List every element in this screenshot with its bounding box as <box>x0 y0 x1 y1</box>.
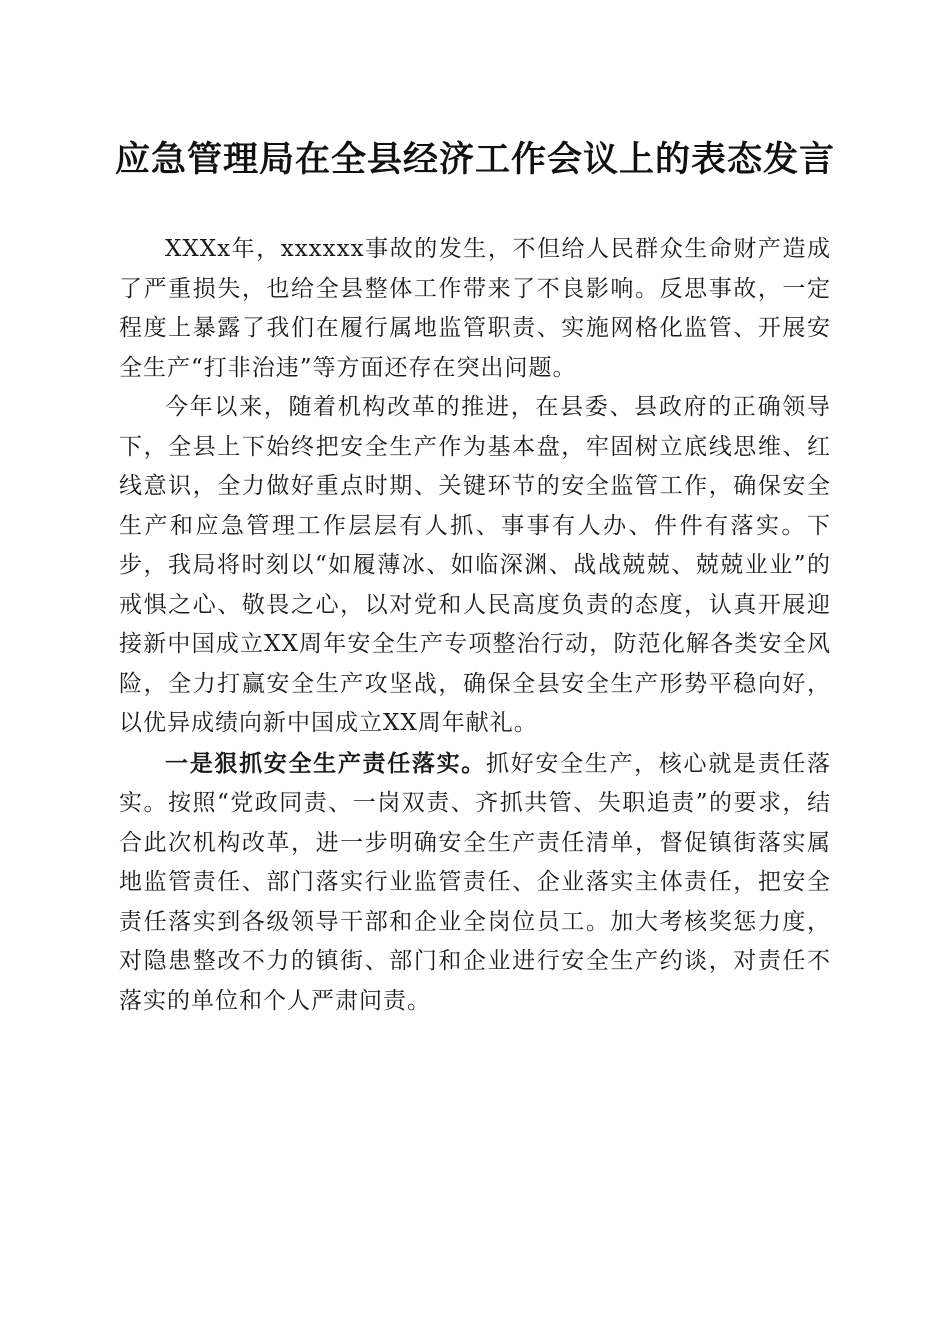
paragraph-2-text: 今年以来，随着机构改革的推进，在县委、县政府的正确领导下，全县上下始终把安全生产作为基本盘，牢固树立底线思维、红线意识，全力做好重点时期、关键环节的安全监管工作，确保安全生产和应急管理工作层层有人抓、事事有人办、件件有落实。下步，我局将时刻以“如履薄冰、如临深渊、战战兢兢、兢兢业业”的戒惧之心、敬畏之心，以对党和人民高度负责的态度，认真开展迎接新中国成立XX周年安全生产专项整治行动，防范化解各类安全风险，全力打赢安全生产攻坚战，确保全县安全生产形势平稳向好，以优异成绩向新中国成立XX周年献礼。 <box>119 394 831 736</box>
document-body <box>119 230 831 1021</box>
paragraph-3 <box>119 744 831 1022</box>
paragraph-1-text: XXXx年，xxxxxx事故的发生，不但给人民群众生命财产造成了严重损失，也给全县整体工作带来了不良影响。反思事故，一定程度上暴露了我们在履行属地监管职责、实施网格化监管、开展安全生产“打非治违”等方面还存在突出问题。 <box>119 236 831 381</box>
document-title: 应急管理局在全县经济工作会议上的表态发言 <box>114 139 835 180</box>
paragraph-3-lead-heading: 一是狠抓安全生产责任落实。 <box>165 749 486 777</box>
paragraph-2 <box>119 388 831 744</box>
paragraph-3-text: 抓好安全生产，核心就是责任落实。按照“党政同责、一岗双责、齐抓共管、失职追责”的要求，结合此次机构改革，进一步明确安全生产责任清单，督促镇街落实属地监管责任、部门落实行业监管责任、企业落实主体责任，把安全责任落实到各级领导干部和企业全岗位员工。加大考核奖惩力度，对隐患整改不力的镇街、部门和企业进行安全生产约谈，对责任不落实的单位和个人严肃问责。 <box>119 750 831 1014</box>
paragraph-1 <box>119 230 831 388</box>
